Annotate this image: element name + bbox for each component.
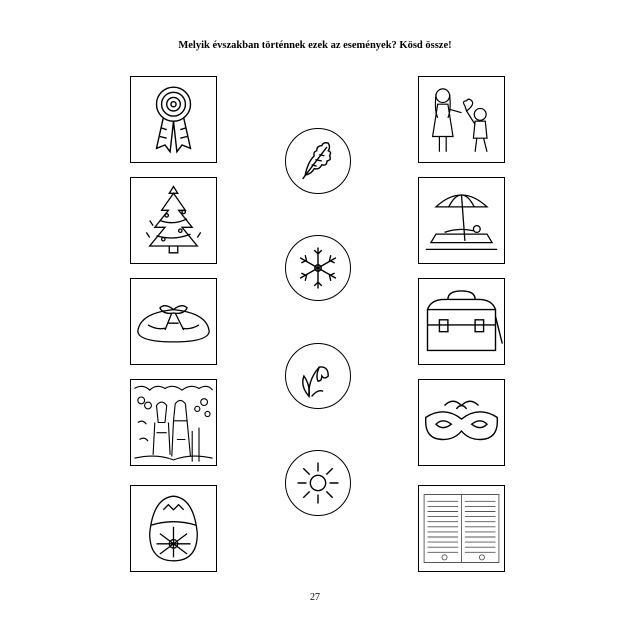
picture-beach[interactable] xyxy=(418,177,505,264)
season-symbol-autumn[interactable] xyxy=(285,128,351,194)
picture-cockade[interactable] xyxy=(130,76,217,163)
picture-carnival-mask[interactable] xyxy=(418,379,505,466)
page-number: 27 xyxy=(310,592,320,603)
oak-leaf-icon xyxy=(286,129,350,193)
mother-child-gift-icon xyxy=(419,77,504,162)
school-bag-icon xyxy=(419,279,504,364)
picture-easter-egg[interactable] xyxy=(130,485,217,572)
picture-report-card[interactable] xyxy=(418,485,505,572)
easter-egg-icon xyxy=(131,486,216,571)
picture-school-bag[interactable] xyxy=(418,278,505,365)
christmas-tree-icon xyxy=(131,178,216,263)
season-symbol-winter[interactable] xyxy=(285,235,351,301)
picture-christmas-tree[interactable] xyxy=(130,177,217,264)
picture-harvest-scene[interactable] xyxy=(130,379,217,466)
snowdrop-flower-icon xyxy=(286,344,350,408)
season-symbol-summer[interactable] xyxy=(285,450,351,516)
picture-mothers-day[interactable] xyxy=(418,76,505,163)
report-card-icon xyxy=(419,486,504,571)
beach-umbrella-icon xyxy=(419,178,504,263)
snowflake-icon xyxy=(286,236,350,300)
page-title: Melyik évszakban történnek ezek az események? Kösd össze! xyxy=(178,40,452,51)
sun-icon xyxy=(286,451,350,515)
easter-basket-icon xyxy=(131,279,216,364)
season-symbol-spring[interactable] xyxy=(285,343,351,409)
carnival-mask-icon xyxy=(419,380,504,465)
picture-easter-basket[interactable] xyxy=(130,278,217,365)
grape-harvest-scene-icon xyxy=(131,380,216,465)
cockade-rosette-icon xyxy=(131,77,216,162)
